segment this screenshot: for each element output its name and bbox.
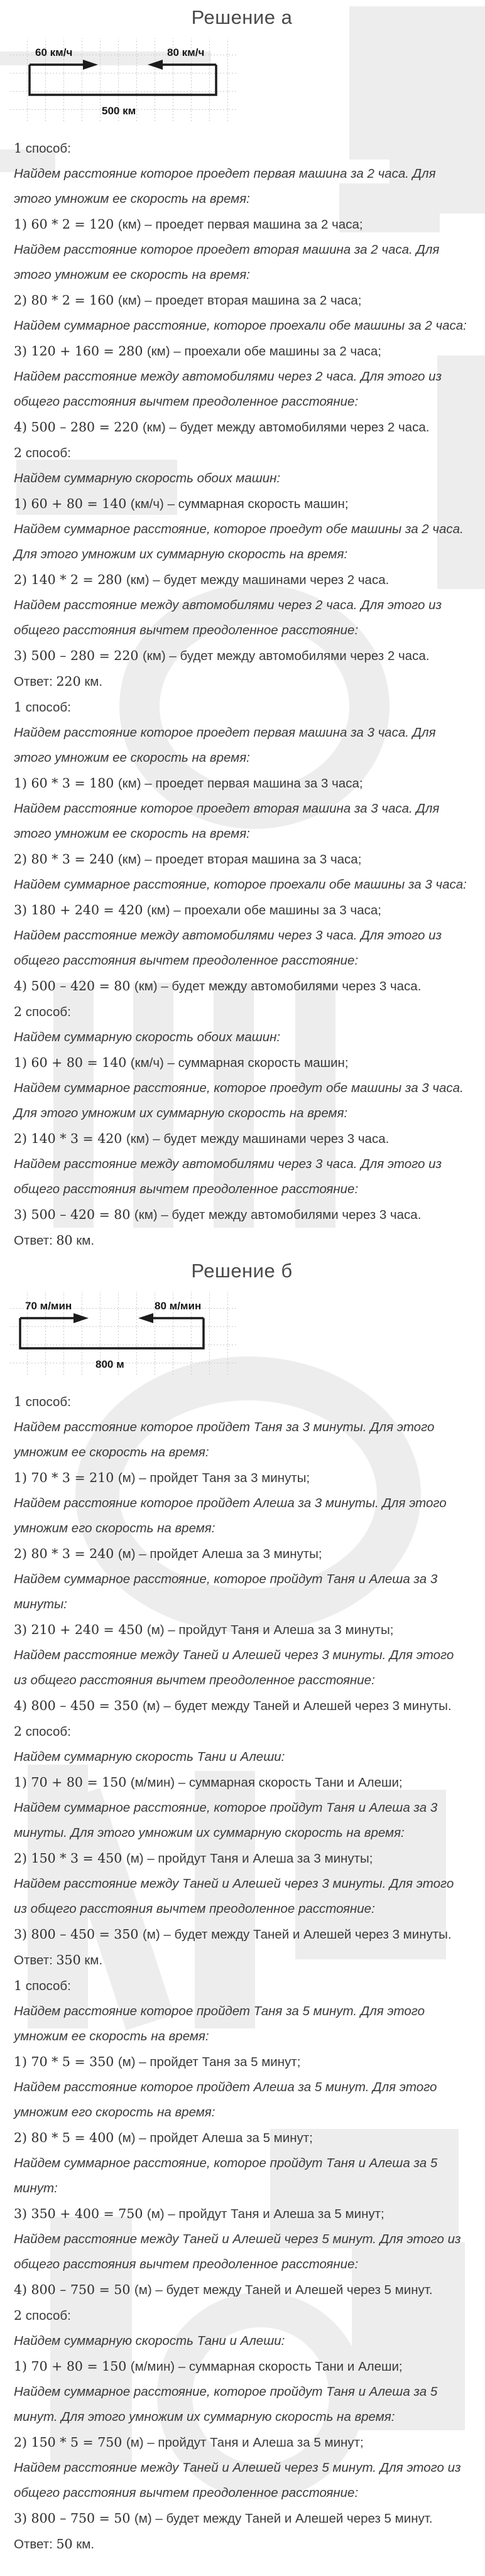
solution-line-note: Найдем суммарную скорость Тани и Алеши:: [14, 2334, 285, 2348]
solution-line-method: 2 способ:: [14, 1004, 71, 1019]
solution-line-note: Найдем расстояние между Таней и Алешей через 3 минуты. Для этого из общего расстояния вычтем преодоленное расстояние:: [14, 1876, 454, 1916]
solution-line-method: 1 способ:: [14, 141, 71, 156]
solution-line-method: 2 способ:: [14, 1724, 71, 1739]
total-distance-label: 800 м: [95, 1358, 124, 1370]
diagram-a: [9, 36, 470, 124]
solution-line-step: 4) 800 – 750 = 50 (м) – будет между Таней и Алешей через 5 минут.: [14, 2282, 433, 2297]
solution-line-step: 1) 60 * 2 = 120 (км) – проедет первая машина за 2 часа;: [14, 217, 363, 232]
left-speed-label: 60 км/ч: [35, 46, 73, 58]
solution-page: [0, 6, 485, 2552]
solution-line-note: Найдем расстояние между автомобилями через 2 часа. Для этого из общего расстояния вычтем преодоленное расстояние:: [14, 369, 442, 409]
diagram-b-svg: [9, 1290, 242, 1378]
solution-line-note: Найдем суммарное расстояние, которое проехали обе машины за 2 часа:: [14, 318, 467, 333]
solution-line-step: 2) 80 * 3 = 240 (м) – пройдет Алеша за 3 минуты;: [14, 1546, 322, 1561]
solution-line-step: 3) 800 – 450 = 350 (м) – будет между Таней и Алешей через 3 минуты.: [14, 1927, 452, 1942]
solution-line-step: 2) 80 * 3 = 240 (км) – проедет вторая машина за 3 часа;: [14, 852, 362, 867]
solution-line-note: Найдем суммарную скорость обоих машин:: [14, 1030, 281, 1044]
right-speed-label: 80 км/ч: [167, 46, 205, 58]
solution-line-step: 3) 500 – 420 = 80 (км) – будет между автомобилями через 3 часа.: [14, 1207, 422, 1222]
solution-line-step: 4) 500 – 420 = 80 (км) – будет между автомобилями через 3 часа.: [14, 978, 422, 993]
solution-line-step: 1) 60 * 3 = 180 (км) – проедет первая машина за 3 часа;: [14, 776, 363, 791]
solution-line-note: Найдем расстояние которое проедет первая машина за 3 часа. Для этого умножим ее скорость на время:: [14, 725, 436, 765]
solution-line-step: 3) 180 + 240 = 420 (км) – проехали обе машины за 3 часа;: [14, 902, 381, 917]
solution-line-step: 2) 150 * 5 = 750 (м) – пройдут Таня и Алеша за 5 минут;: [14, 2435, 364, 2450]
solution-line-note: Найдем расстояние которое проедет вторая машина за 2 часа. Для этого умножим ее скорость на время:: [14, 242, 440, 282]
solution-line-step: 2) 150 * 3 = 450 (м) – пройдут Таня и Алеша за 3 минуты;: [14, 1851, 373, 1866]
solution-line-note: Найдем расстояние между Таней и Алешей через 3 минуты. Для этого из общего расстояния вычтем преодоленное расстояние:: [14, 1648, 454, 1687]
solution-line-method: 1 способ:: [14, 1394, 71, 1409]
solution-line-note: Найдем расстояние которое пройдет Таня за 3 минуты. Для этого умножим ее скорость на время:: [14, 1420, 435, 1459]
solution-line-step: 3) 500 – 280 = 220 (км) – будет между автомобилями через 2 часа.: [14, 648, 430, 663]
solution-line-note: Найдем расстояние которое пройдет Алеша за 3 минуты. Для этого умножим его скорость на время:: [14, 1496, 447, 1535]
solution-line-note: Найдем суммарное расстояние, которое проехали обе машины за 3 часа:: [14, 877, 467, 892]
solution-line-answer: Ответ: 80 км.: [14, 1233, 95, 1248]
solution-line-step: 1) 60 + 80 = 140 (км/ч) – суммарная скорость машин;: [14, 496, 349, 511]
solution-content: [0, 6, 485, 2576]
solution-line-note: Найдем расстояние между Таней и Алешей через 5 минут. Для этого из общего расстояния вычтем преодоленное расстояние:: [14, 2232, 461, 2271]
solution-line-note: Найдем суммарное расстояние, которое проедут обе машины за 3 часа. Для этого умножим их суммарную скорость на время:: [14, 1081, 464, 1120]
solution-line-note: Найдем суммарную скорость Тани и Алеши:: [14, 1750, 285, 1764]
left-speed-label: 70 м/мин: [25, 1300, 72, 1312]
right-speed-label: 80 м/мин: [155, 1300, 202, 1312]
section-a-title: Решение а: [191, 6, 293, 28]
solution-line-step: 3) 800 – 750 = 50 (м) – будет между Таней и Алешей через 5 минут.: [14, 2511, 433, 2526]
solution-line-step: 3) 120 + 160 = 280 (км) – проехали обе машины за 2 часа;: [14, 344, 381, 359]
solution-line-method: 1 способ:: [14, 700, 71, 715]
solution-line-note: Найдем расстояние между Таней и Алешей через 5 минут. Для этого из общего расстояния вычтем преодоленное расстояние:: [14, 2460, 461, 2500]
solution-line-step: 1) 70 + 80 = 150 (м/мин) – суммарная скорость Тани и Алеши;: [14, 1775, 403, 1790]
solution-line-note: Найдем расстояние которое пройдет Таня за 5 минут. Для этого умножим ее скорость на время:: [14, 2004, 425, 2043]
solution-line-step: 1) 70 + 80 = 150 (м/мин) – суммарная скорость Тани и Алеши;: [14, 2359, 403, 2374]
total-distance-label: 500 км: [102, 105, 136, 117]
solution-line-answer: Ответ: 350 км.: [14, 1952, 103, 1967]
solution-line-method: 2 способ:: [14, 445, 71, 460]
solution-b-lines: [14, 1389, 470, 2557]
solution-line-note: Найдем расстояние которое проедет вторая машина за 3 часа. Для этого умножим ее скорость на время:: [14, 801, 440, 841]
solution-line-note: Найдем расстояние между автомобилями через 2 часа. Для этого из общего расстояния вычтем преодоленное расстояние:: [14, 598, 442, 637]
solution-line-note: Найдем расстояние которое проедет первая машина за 2 часа. Для этого умножим ее скорость на время:: [14, 166, 436, 206]
solution-line-step: 4) 800 – 450 = 350 (м) – будет между Таней и Алешей через 3 минуты.: [14, 1698, 452, 1713]
solution-line-note: Найдем расстояние между автомобилями через 3 часа. Для этого из общего расстояния вычтем преодоленное расстояние:: [14, 928, 442, 968]
section-b-title: Решение б: [191, 1260, 293, 1282]
solution-section-a: [14, 6, 470, 1253]
solution-line-step: 3) 210 + 240 = 450 (м) – пройдут Таня и Алеша за 3 минуты;: [14, 1622, 394, 1637]
solution-line-method: 2 способ:: [14, 2308, 71, 2323]
solution-line-note: Найдем суммарную скорость обоих машин:: [14, 471, 281, 485]
solution-line-step: 2) 80 * 5 = 400 (м) – пройдет Алеша за 5 минут;: [14, 2130, 313, 2145]
solution-line-step: 2) 80 * 2 = 160 (км) – проедет вторая машина за 2 часа;: [14, 293, 362, 308]
diagram-a-svg: [9, 36, 242, 124]
solution-line-note: Найдем расстояние которое пройдет Алеша за 5 минут. Для этого умножим его скорость на время:: [14, 2080, 437, 2119]
solution-section-b: [14, 1260, 470, 2557]
solution-line-step: 1) 60 + 80 = 140 (км/ч) – суммарная скорость машин;: [14, 1055, 349, 1070]
solution-line-step: 2) 140 * 3 = 420 (км) – будет между машинами через 3 часа.: [14, 1131, 390, 1146]
solution-line-step: 4) 500 – 280 = 220 (км) – будет между автомобилями через 2 часа.: [14, 419, 430, 435]
solution-line-method: 1 способ:: [14, 1978, 71, 1993]
solution-line-note: Найдем суммарное расстояние, которое пройдут Таня и Алеша за 5 минут:: [14, 2156, 438, 2195]
solution-line-note: Найдем суммарное расстояние, которое пройдут Таня и Алеша за 5 минут. Для этого умножим их суммарную скорость на время:: [14, 2384, 438, 2424]
diagram-b: [9, 1290, 470, 1378]
solution-line-note: Найдем суммарное расстояние, которое пройдут Таня и Алеша за 3 минуты. Для этого умножим их суммарную скорость на время:: [14, 1800, 438, 1840]
solution-line-step: 2) 140 * 2 = 280 (км) – будет между машинами через 2 часа.: [14, 572, 390, 587]
solution-line-step: 1) 70 * 5 = 350 (м) – пройдет Таня за 5 минут;: [14, 2054, 301, 2069]
solution-line-answer: Ответ: 220 км.: [14, 674, 103, 689]
solution-line-note: Найдем суммарное расстояние, которое пройдут Таня и Алеша за 3 минуты:: [14, 1572, 438, 1611]
solution-line-note: Найдем суммарное расстояние, которое проедут обе машины за 2 часа. Для этого умножим их суммарную скорость на время:: [14, 522, 464, 561]
solution-line-step: 1) 70 * 3 = 210 (м) – пройдет Таня за 3 минуты;: [14, 1470, 310, 1485]
solution-line-step: 3) 350 + 400 = 750 (м) – пройдут Таня и Алеша за 5 минут;: [14, 2206, 384, 2221]
solution-line-answer: Ответ: 50 км.: [14, 2536, 95, 2552]
solution-line-note: Найдем расстояние между автомобилями через 3 часа. Для этого из общего расстояния вычтем преодоленное расстояние:: [14, 1157, 442, 1196]
solution-a-lines: [14, 136, 470, 1253]
